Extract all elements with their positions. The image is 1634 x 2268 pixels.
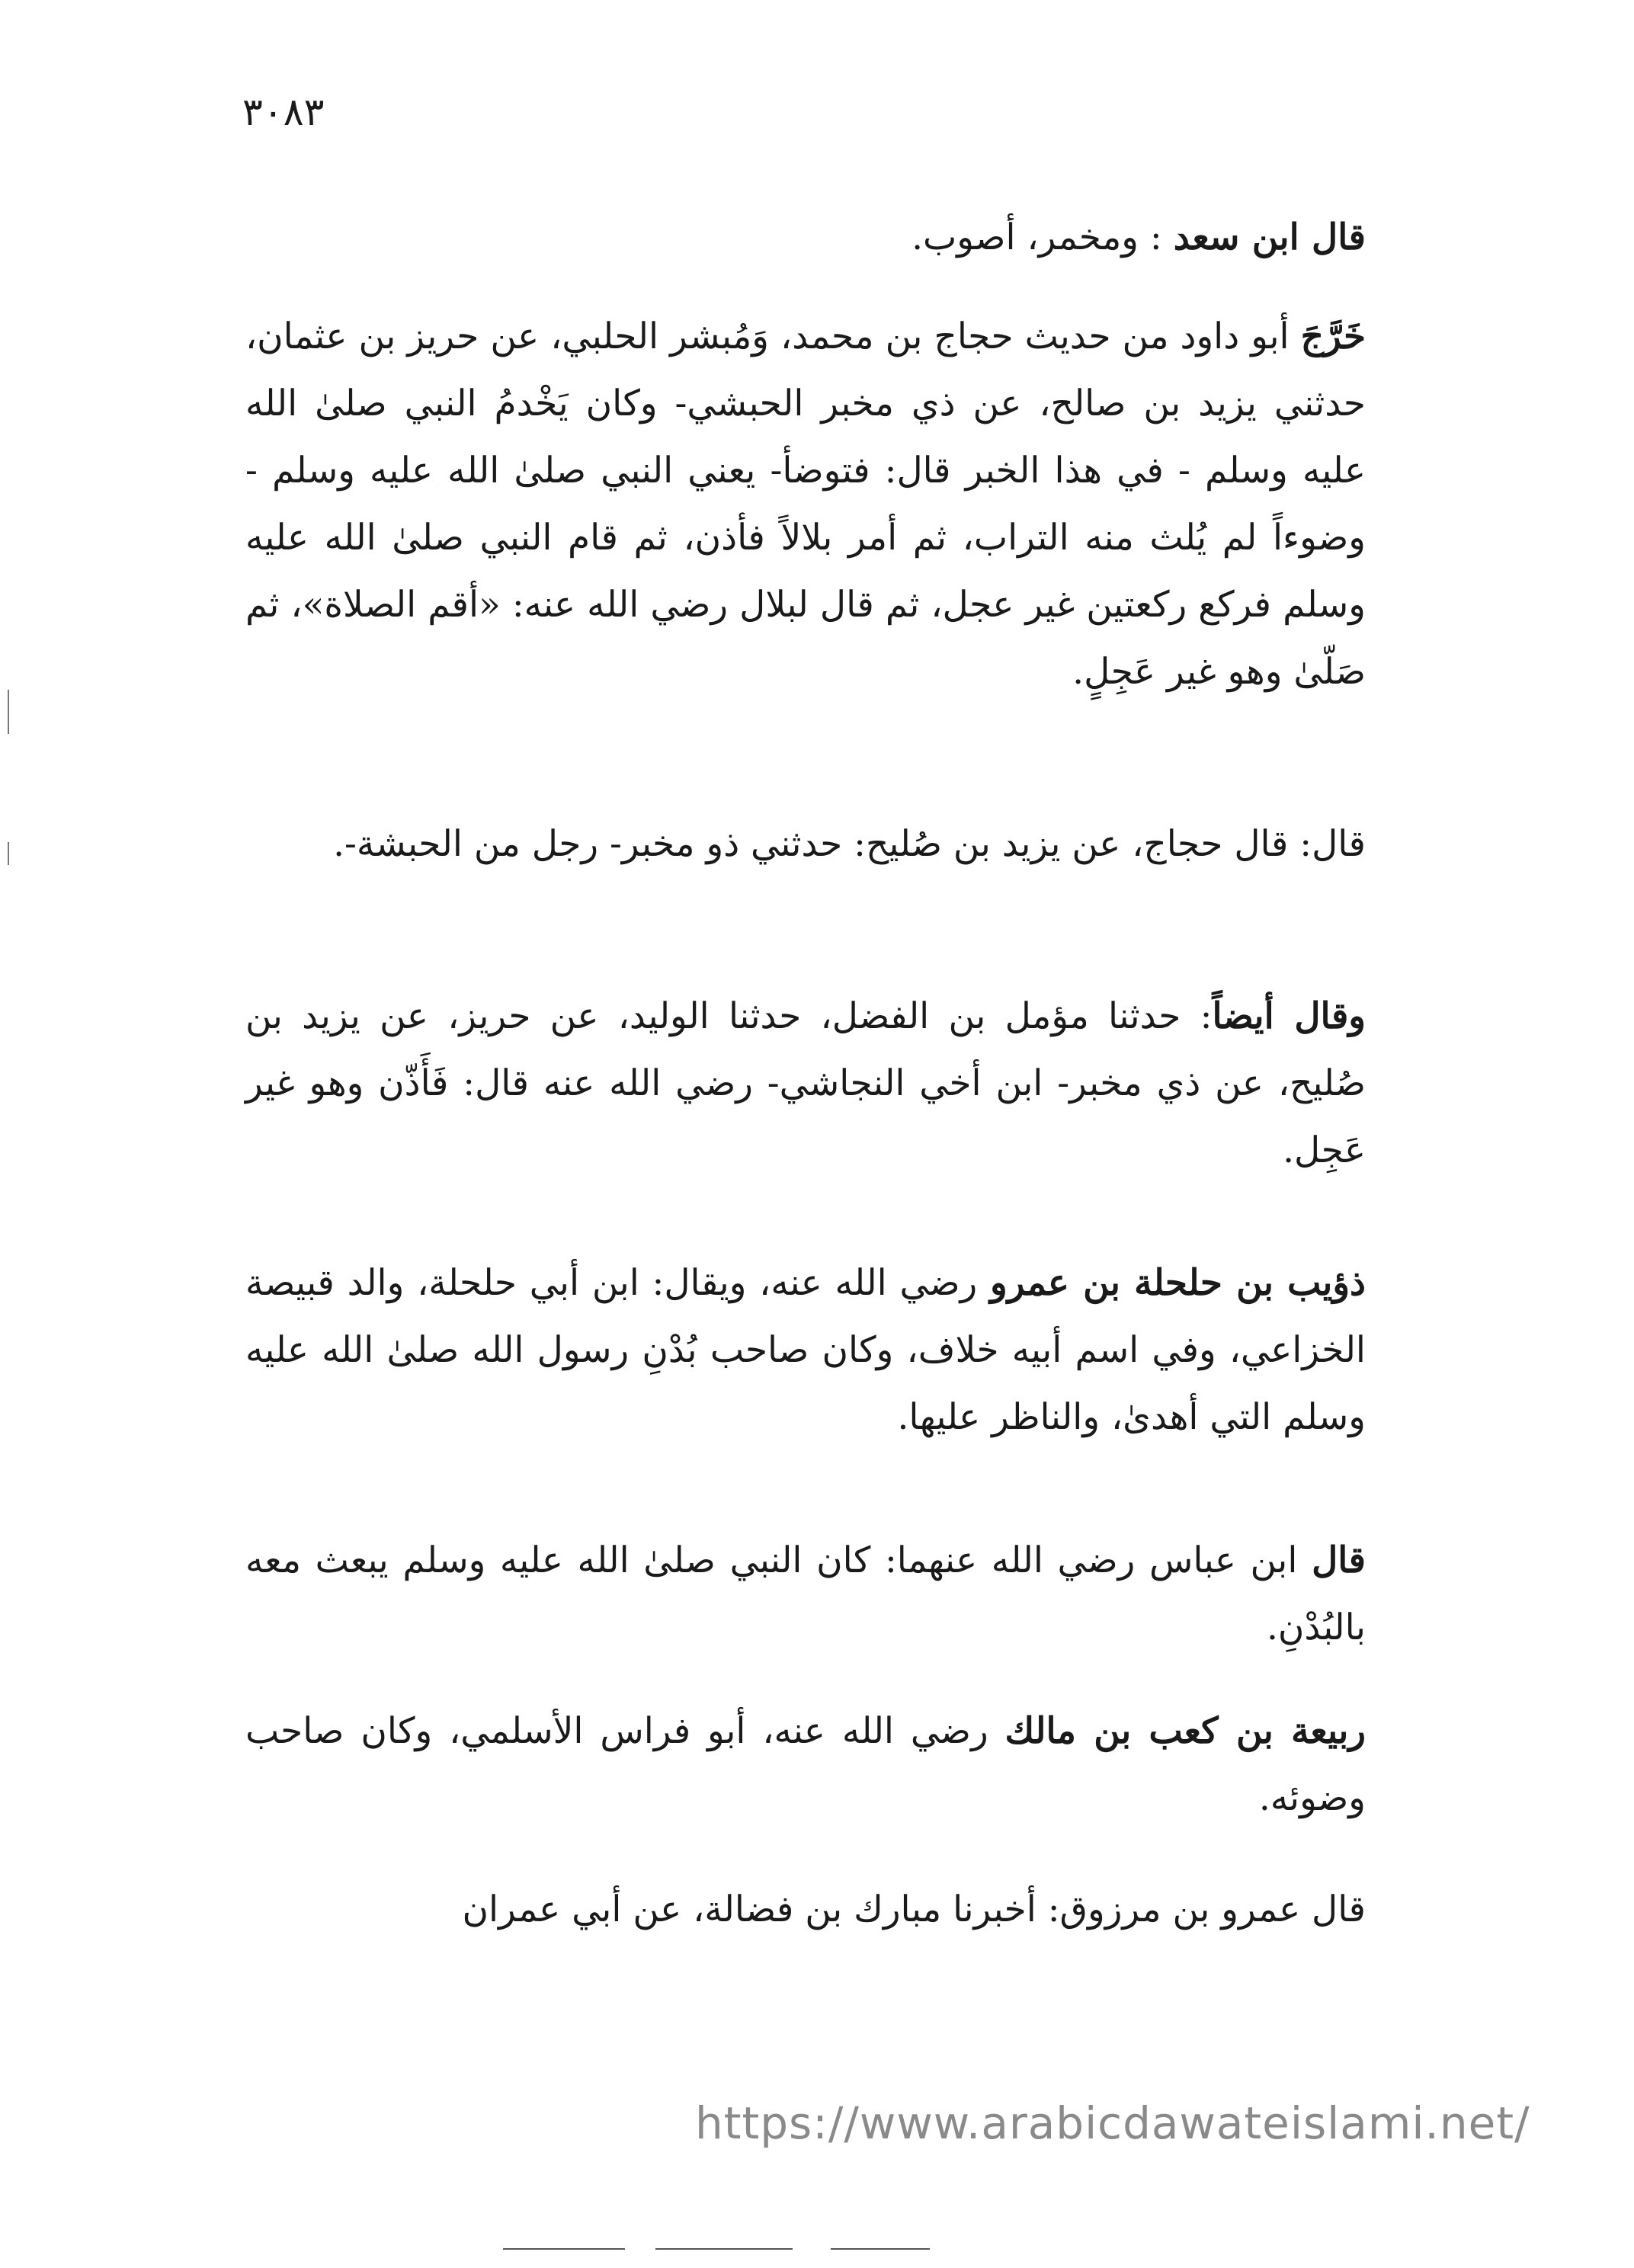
bottom-rule <box>503 2248 625 2250</box>
margin-mark <box>8 690 9 734</box>
paragraph-qala-aydan <box>245 983 1434 1184</box>
paragraph-abu-dawud <box>245 303 1434 706</box>
paragraph-ibn-saad <box>245 204 1434 271</box>
paragraph-text: : ومخمر، أصوب. <box>912 216 1162 258</box>
paragraph-lead: قال <box>1312 1539 1366 1581</box>
paragraph-lead: وقال أيضاً <box>1212 995 1366 1037</box>
paragraph-lead: ربيعة بن كعب بن مالك <box>1004 1710 1366 1752</box>
paragraph-hajjaj <box>245 811 1434 878</box>
margin-mark <box>8 842 9 865</box>
paragraph-text: : حدثنا مؤمل بن الفضل، حدثنا الوليد، عن حريز، عن يزيد بن صُليح، عن ذي مخبر- ابن أخي النجاشي- رضي الله عنه قال: فَأَذّن وهو غير عَجِل. <box>245 995 1366 1171</box>
paragraph-text: قال عمرو بن مرزوق: أخبرنا مبارك بن فضالة، عن أبي عمران <box>462 1888 1366 1930</box>
paragraph-text: رضي الله عنه، أبو فراس الأسلمي، وكان صاحب وضوئه. <box>245 1710 1366 1819</box>
watermark-url: https://www.arabicdawateislami.net/ <box>695 2097 1530 2149</box>
paragraph-ibn-abbas <box>245 1527 1434 1661</box>
paragraph-amr-ibn-marzuq <box>245 1876 1434 1943</box>
paragraph-lead: خَرَّجَ <box>1300 316 1366 357</box>
paragraph-lead: قال ابن سعد <box>1173 216 1366 258</box>
paragraph-text: رضي الله عنه، ويقال: ابن أبي حلحلة، والد قبيصة الخزاعي، وفي اسم أبيه خلاف، وكان صاحب بُدْنِ رسول الله صلىٰ الله عليه وسلم التي أهدىٰ، والناظر عليها. <box>245 1262 1366 1438</box>
paragraph-text: أبو داود من حديث حجاج بن محمد، وَمُبشر الحلبي، عن حريز بن عثمان، حدثني يزيد بن صالح، عن ذي مخبر الحبشي- وكان يَخْدمُ النبي صلىٰ الله عليه وسلم - في هذا الخبر قال: فتوضأ- يعني النبي صلىٰ الله عليه وسلم - وضوءاً لم يُلث منه التراب، ثم أمر بلالاً فأذن، ثم قام النبي صلىٰ الله عليه وسلم فركع ركعتين غير عجل، ثم قال لبلال رضي الله عنه: «أقم الصلاة»، ثم صَلّىٰ وهو غير عَجِلٍ. <box>245 316 1366 693</box>
bottom-rule <box>655 2248 793 2250</box>
paragraph-text: ابن عباس رضي الله عنهما: كان النبي صلىٰ الله عليه وسلم يبعث معه بالبُدْنِ. <box>245 1539 1366 1648</box>
paragraph-rabia <box>245 1698 1434 1832</box>
paragraph-text: قال: قال حجاج، عن يزيد بن صُليح: حدثني ذو مخبر- رجل من الحبشة-. <box>333 823 1366 865</box>
paragraph-lead: ذؤيب بن حلحلة بن عمرو <box>990 1262 1366 1304</box>
page-number: ٣٠٨٣ <box>242 90 325 134</box>
bottom-rule <box>831 2248 930 2250</box>
paragraph-dhuayb <box>245 1250 1434 1451</box>
